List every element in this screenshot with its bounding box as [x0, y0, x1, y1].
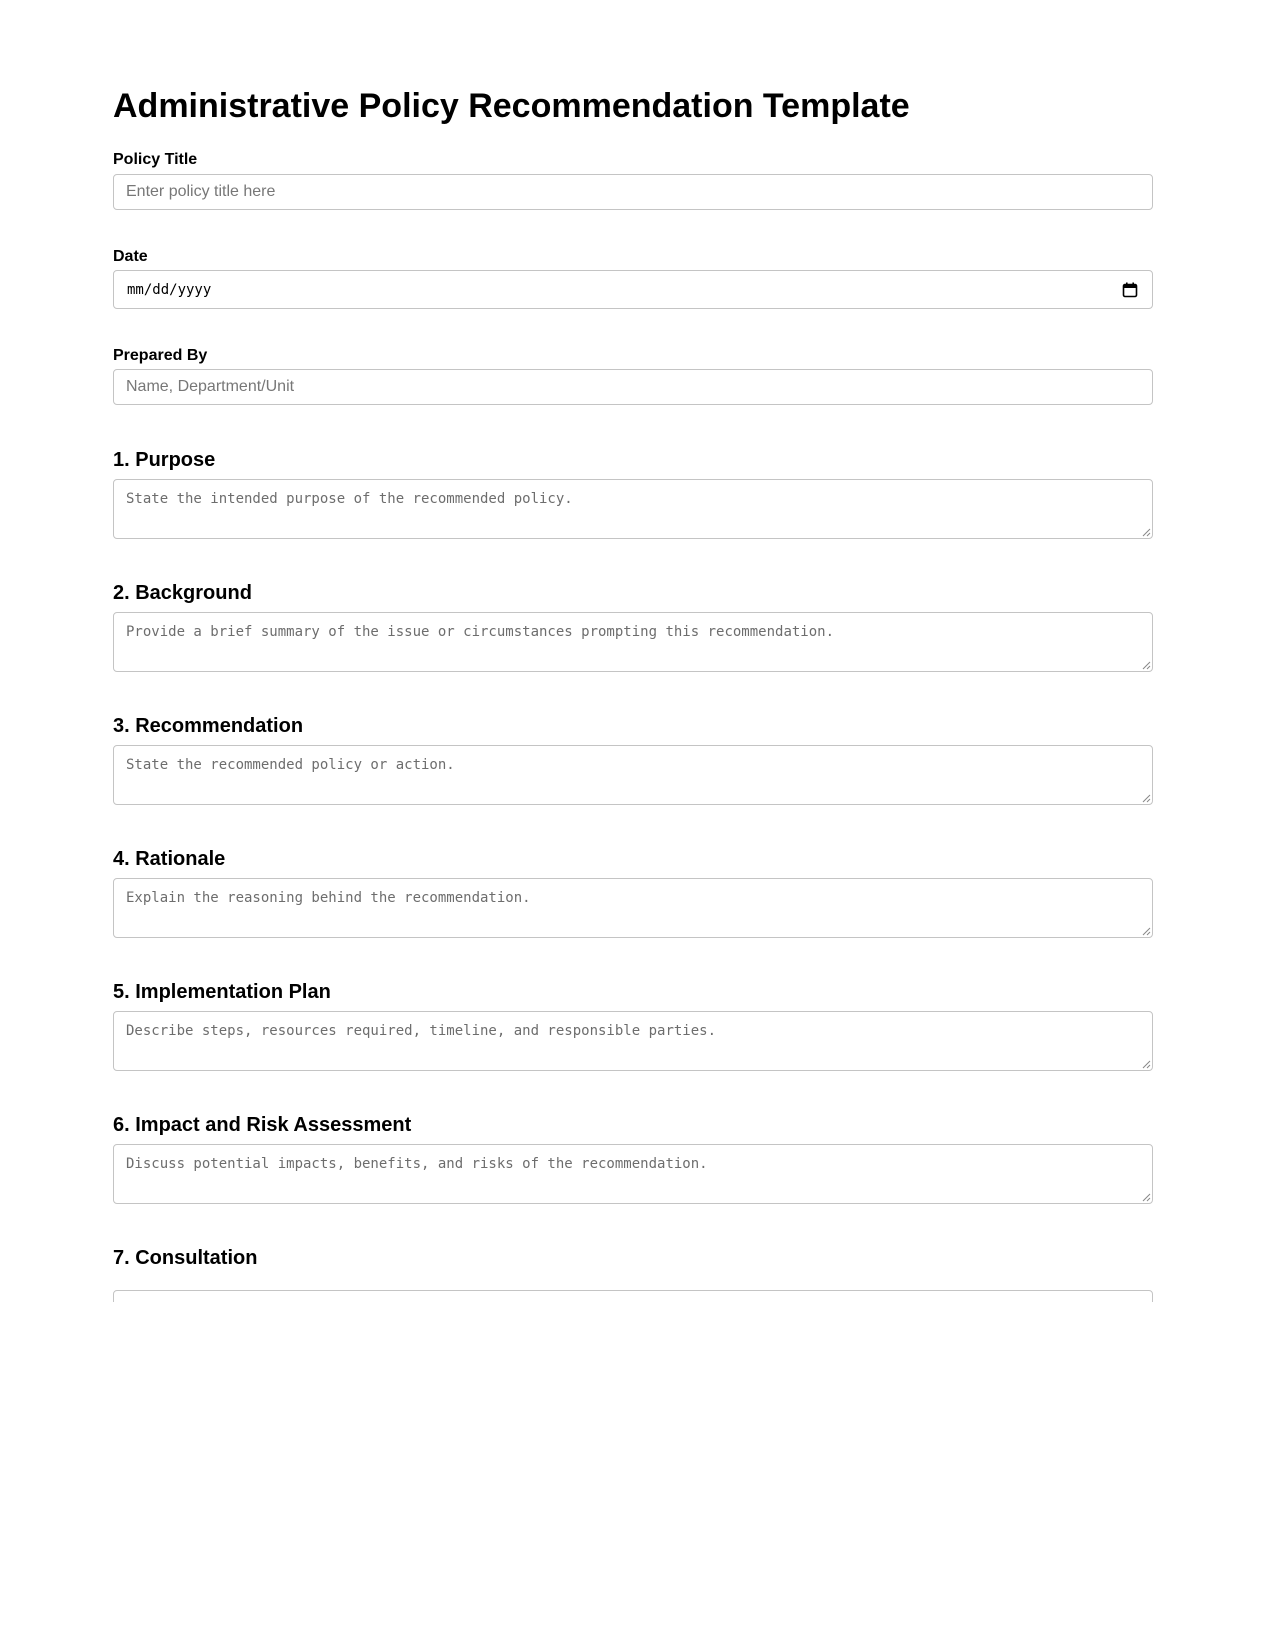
policy-title-label: Policy Title: [113, 151, 198, 168]
recommendation-textarea[interactable]: [113, 745, 1153, 805]
purpose-heading: 1. Purpose: [113, 449, 216, 471]
implementation-plan-heading: 5. Implementation Plan: [113, 981, 331, 1003]
page-title: Administrative Policy Recommendation Template: [113, 87, 910, 125]
background-textarea[interactable]: [113, 612, 1153, 672]
rationale-textarea[interactable]: [113, 878, 1153, 938]
purpose-textarea[interactable]: [113, 479, 1153, 539]
consultation-clip: [113, 1290, 1153, 1302]
prepared-by-input[interactable]: [113, 369, 1153, 405]
recommendation-heading: 3. Recommendation: [113, 715, 304, 737]
impact-risk-heading: 6. Impact and Risk Assessment: [113, 1114, 412, 1136]
date-label: Date: [113, 248, 148, 265]
rationale-heading: 4. Rationale: [113, 848, 226, 870]
background-heading: 2. Background: [113, 582, 252, 604]
impact-risk-textarea[interactable]: [113, 1144, 1153, 1204]
calendar-icon[interactable]: [1122, 282, 1138, 298]
consultation-heading: 7. Consultation: [113, 1247, 258, 1269]
date-input[interactable]: [113, 270, 1153, 309]
policy-title-input[interactable]: [113, 174, 1153, 210]
prepared-by-label: Prepared By: [113, 347, 208, 364]
consultation-textarea[interactable]: [113, 1290, 1153, 1302]
date-placeholder: mm/dd/yyyy: [127, 282, 212, 298]
implementation-plan-textarea[interactable]: [113, 1011, 1153, 1071]
